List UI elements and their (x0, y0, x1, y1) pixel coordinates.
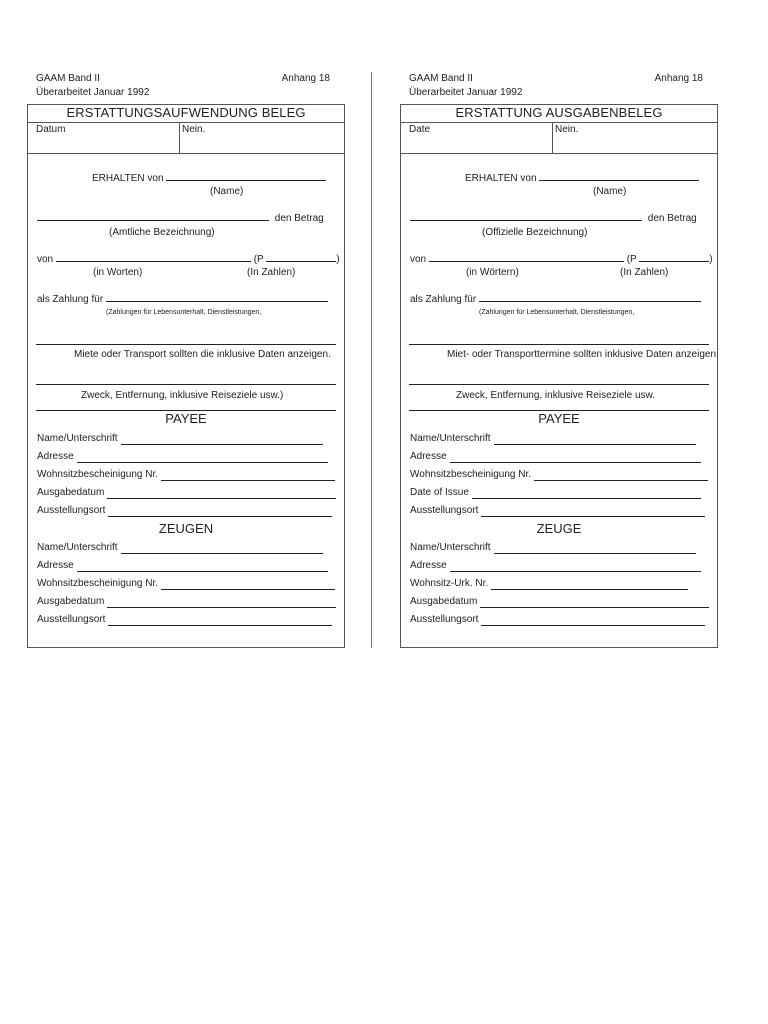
witness-issue-date-field[interactable]: Ausgabedatum (410, 596, 709, 608)
payment-caption: (Zahlungen für Lebensunterhalt, Dienstleistungen, (106, 309, 262, 316)
amount-label: den Betrag (647, 213, 697, 224)
receipt-form-left (27, 72, 345, 648)
designation-caption: (Offizielle Bezeichnung) (482, 227, 588, 238)
payment-line (37, 292, 328, 306)
payment-label: als Zahlung für (37, 294, 104, 305)
paren-close: ) (709, 254, 713, 265)
purpose-note: Zweck, Entfernung, inklusive Reiseziele usw.) (81, 390, 284, 401)
witness-residence-cert-field[interactable]: Wohnsitz-Urk. Nr. (410, 578, 688, 590)
received-from-blank[interactable] (539, 171, 699, 181)
annex-number: Anhang 18 (654, 73, 703, 84)
figures-caption: (In Zahlen) (247, 267, 296, 278)
payment-label: als Zahlung für (410, 294, 477, 305)
witness-address-field[interactable]: Adresse (410, 560, 701, 572)
rent-note: Miet- oder Transporttermine sollten inklusive Daten anzeigen. (447, 349, 719, 360)
words-caption: (in Worten) (93, 267, 143, 278)
witness-name-field[interactable]: Name/Unterschrift (410, 542, 696, 554)
payee-issue-date-field[interactable]: Date of Issue (410, 487, 701, 499)
designation-blank[interactable] (37, 211, 269, 221)
witness-issue-date-field[interactable]: Ausgabedatum (37, 596, 336, 608)
witness-address-field[interactable]: Adresse (37, 560, 328, 572)
amount-label: den Betrag (274, 213, 324, 224)
annex-number: Anhang 18 (281, 73, 330, 84)
payee-issue-place-field[interactable]: Ausstellungsort (410, 505, 705, 517)
rent-blank-line[interactable] (409, 344, 709, 345)
of-label: von (37, 254, 54, 265)
of-label: von (410, 254, 427, 265)
words-caption: (in Wörtern) (466, 267, 519, 278)
form-title: ERSTATTUNG AUSGABENBELEG (401, 105, 717, 123)
purpose-note: Zweck, Entfernung, inklusive Reiseziele usw. (456, 390, 655, 401)
date-number-row (401, 123, 717, 154)
date-field[interactable]: Date (401, 123, 553, 153)
rent-note: Miete oder Transport sollten die inklusive Daten anzeigen. (74, 349, 331, 360)
payee-name-field[interactable]: Name/Unterschrift (37, 433, 323, 445)
amount-line (37, 211, 324, 225)
amount-words-blank[interactable] (429, 252, 624, 262)
payee-address-field[interactable]: Adresse (410, 451, 701, 463)
number-field[interactable]: Nein. (182, 124, 206, 135)
revision-date: Überarbeitet Januar 1992 (409, 87, 523, 98)
payee-address-field[interactable]: Adresse (37, 451, 328, 463)
name-caption: (Name) (210, 186, 244, 197)
amount-figures-blank[interactable] (639, 252, 709, 262)
payee-issue-place-field[interactable]: Ausstellungsort (37, 505, 332, 517)
date-field[interactable]: Datum (28, 123, 180, 153)
number-field[interactable]: Nein. (555, 124, 579, 135)
amount-words-line (410, 252, 713, 266)
form-box (27, 104, 345, 648)
amount-words-line (37, 252, 340, 266)
purpose-blank-line[interactable] (409, 384, 709, 385)
received-from-blank[interactable] (166, 171, 326, 181)
p-label: (P (626, 254, 637, 265)
p-label: (P (253, 254, 264, 265)
name-caption: (Name) (593, 186, 627, 197)
payment-blank[interactable] (106, 292, 328, 302)
witness-issue-place-field[interactable]: Ausstellungsort (37, 614, 332, 626)
payee-title: PAYEE (165, 411, 207, 426)
received-from-line (92, 171, 326, 185)
payment-blank[interactable] (479, 292, 701, 302)
payment-line (410, 292, 701, 306)
purpose-blank-line[interactable] (36, 384, 336, 385)
designation-blank[interactable] (410, 211, 642, 221)
paren-close: ) (336, 254, 340, 265)
received-from-line (465, 171, 699, 185)
date-number-row (28, 123, 344, 154)
column-divider (371, 72, 372, 648)
rent-blank-line[interactable] (36, 344, 336, 345)
payee-title: PAYEE (538, 411, 580, 426)
manual-reference: GAAM Band II (409, 73, 473, 84)
payee-residence-cert-field[interactable]: Wohnsitzbescheinigung Nr. (37, 469, 335, 481)
manual-reference: GAAM Band II (36, 73, 100, 84)
payee-issue-date-field[interactable]: Ausgabedatum (37, 487, 336, 499)
form-header (27, 72, 345, 104)
payee-residence-cert-field[interactable]: Wohnsitzbescheinigung Nr. (410, 469, 708, 481)
witness-residence-cert-field[interactable]: Wohnsitzbescheinigung Nr. (37, 578, 335, 590)
amount-line (410, 211, 697, 225)
witness-name-field[interactable]: Name/Unterschrift (37, 542, 323, 554)
payment-caption: (Zahlungen für Lebensunterhalt, Dienstleistungen, (479, 309, 635, 316)
figures-caption: (In Zahlen) (620, 267, 669, 278)
amount-figures-blank[interactable] (266, 252, 336, 262)
witness-title: ZEUGEN (158, 521, 214, 536)
designation-caption: (Amtliche Bezeichnung) (109, 227, 215, 238)
received-from-label: ERHALTEN von (92, 173, 164, 184)
form-header (400, 72, 718, 104)
revision-date: Überarbeitet Januar 1992 (36, 87, 150, 98)
form-box (400, 104, 718, 648)
witness-title: ZEUGE (536, 521, 582, 536)
witness-issue-place-field[interactable]: Ausstellungsort (410, 614, 705, 626)
amount-words-blank[interactable] (56, 252, 251, 262)
receipt-form-right (400, 72, 718, 648)
form-title: ERSTATTUNGSAUFWENDUNG BELEG (28, 105, 344, 123)
received-from-label: ERHALTEN von (465, 173, 537, 184)
payee-name-field[interactable]: Name/Unterschrift (410, 433, 696, 445)
